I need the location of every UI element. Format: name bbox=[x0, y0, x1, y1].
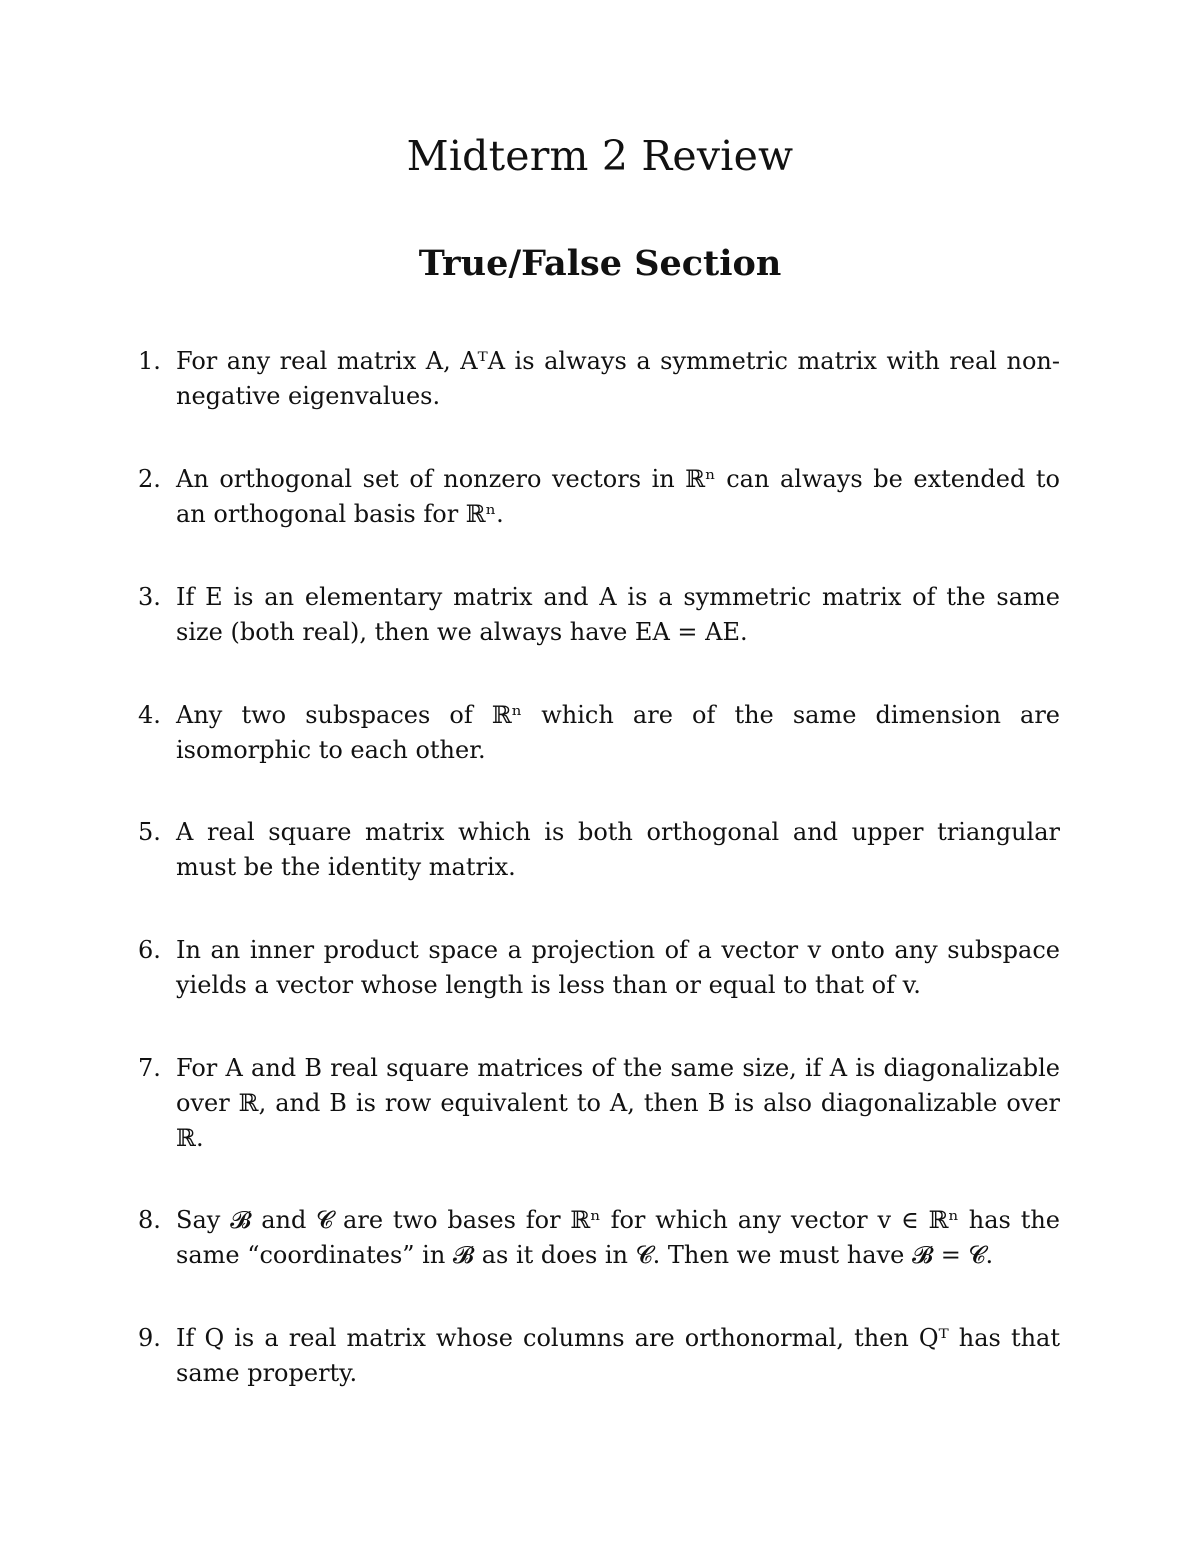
question-number: 9. bbox=[138, 1324, 161, 1352]
question-number: 7. bbox=[138, 1054, 161, 1082]
question-item bbox=[138, 815, 1060, 885]
question-text: For A and B real square matrices of the same size, if A is diagonalizable over ℝ, and B is row equivalent to A, then B is also diagonalizable over ℝ. bbox=[176, 1054, 1060, 1152]
question-number: 1. bbox=[138, 347, 161, 375]
question-number: 3. bbox=[138, 583, 161, 611]
question-number: 8. bbox=[138, 1206, 161, 1234]
question-number: 4. bbox=[138, 701, 161, 729]
question-item bbox=[138, 344, 1060, 414]
question-item bbox=[138, 1321, 1060, 1391]
question-text: For any real matrix A, AᵀA is always a symmetric matrix with real non-negative eigenvalues. bbox=[176, 347, 1060, 410]
question-item bbox=[138, 1051, 1060, 1156]
question-item bbox=[138, 580, 1060, 650]
question-text: An orthogonal set of nonzero vectors in ℝⁿ can always be extended to an orthogonal basis for ℝⁿ. bbox=[176, 465, 1060, 528]
question-item bbox=[138, 1203, 1060, 1273]
question-text: If E is an elementary matrix and A is a symmetric matrix of the same size (both real), then we always have EA = AE. bbox=[176, 583, 1060, 646]
question-text: A real square matrix which is both orthogonal and upper triangular must be the identity matrix. bbox=[176, 818, 1060, 881]
question-text: Any two subspaces of ℝⁿ which are of the same dimension are isomorphic to each other. bbox=[176, 701, 1060, 764]
question-number: 2. bbox=[138, 465, 161, 493]
question-number: 6. bbox=[138, 936, 161, 964]
question-text: In an inner product space a projection of a vector v onto any subspace yields a vector whose length is less than or equal to that of v. bbox=[176, 936, 1060, 999]
question-text: If Q is a real matrix whose columns are orthonormal, then Qᵀ has that same property. bbox=[176, 1324, 1060, 1387]
question-number: 5. bbox=[138, 818, 161, 846]
question-item bbox=[138, 698, 1060, 768]
question-item bbox=[138, 933, 1060, 1003]
question-text: Say 𝓑 and 𝓒 are two bases for ℝⁿ for which any vector v ∈ ℝⁿ has the same “coordinates” in 𝓑 as it does in 𝓒. Then we must have 𝓑 = 𝓒. bbox=[176, 1206, 1060, 1269]
question-item bbox=[138, 462, 1060, 532]
page-title: Midterm 2 Review bbox=[406, 132, 794, 180]
section-title: True/False Section bbox=[418, 243, 782, 284]
